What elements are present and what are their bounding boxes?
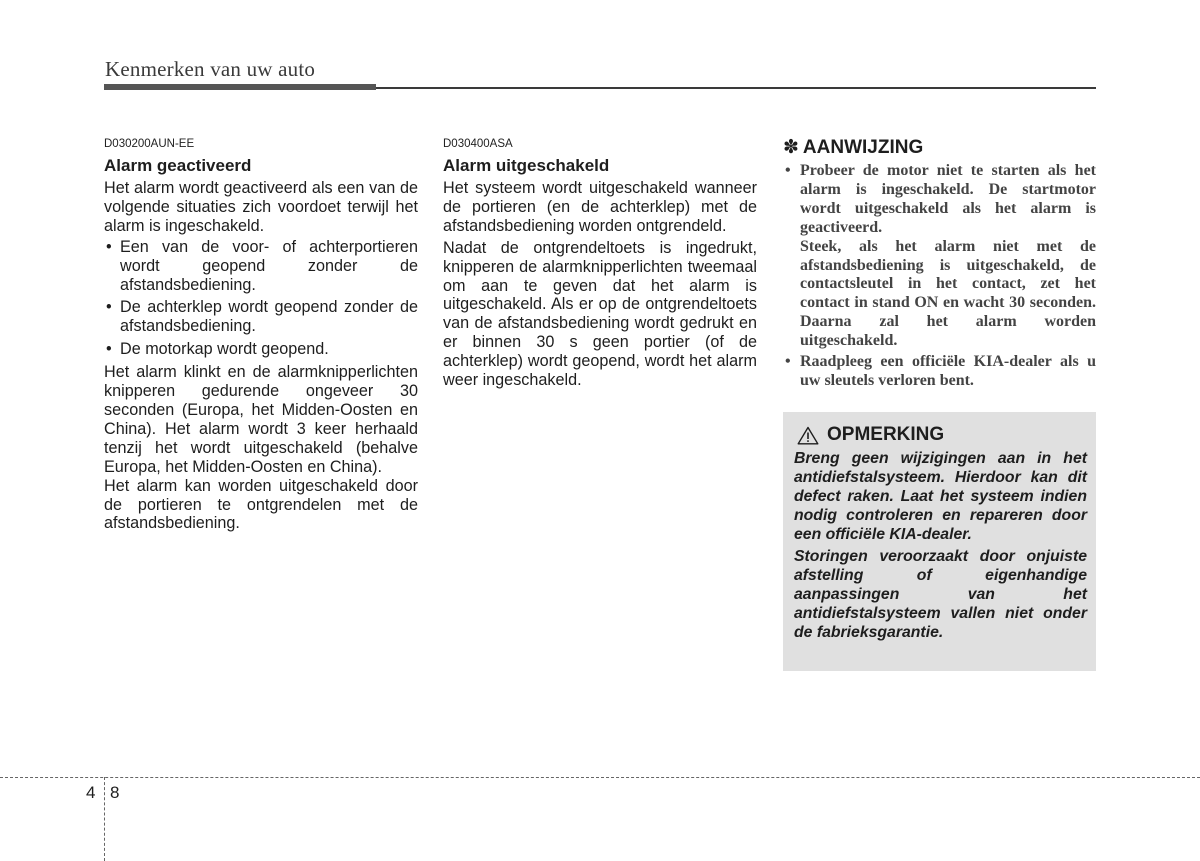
trigger-list: [104, 238, 418, 359]
section-heading: Alarm uitgeschakeld: [443, 156, 610, 175]
note-title-text: AANWIJZING: [802, 137, 924, 158]
column-alarm-activated: [104, 137, 418, 533]
paragraph: Het systeem wordt uitgeschakeld wanneer de portieren (en de achterklep) met de afstandsbediening worden ontgrendeld.: [443, 179, 757, 235]
caution-body: [794, 449, 1087, 645]
column-alarm-deactivated: [443, 137, 757, 390]
section-title: Kenmerken van uw auto: [105, 57, 316, 81]
header-rule-accent: [104, 84, 376, 90]
warning-triangle-icon: [797, 426, 819, 445]
caution-title: [797, 423, 944, 447]
section-code: D030400ASA: [443, 138, 513, 150]
paragraph: Nadat de ontgrendeltoets is ingedrukt, knipperen de alarmknipperlichten tweemaal om aan te geven dat het alarm is uitgeschakeld. Als er op de ontgrendeltoets van de afstandsbediening wordt gedrukt en er binnen 30 s geen portier (of de achterklep) wordt geopend, wordt het alarm weer ingeschakeld.: [443, 238, 757, 390]
page-number: 8: [110, 783, 120, 802]
list-item: • De achterklep wordt geopend zonder de afstandsbediening.: [104, 298, 418, 336]
section-heading: Alarm geactiveerd: [104, 156, 252, 175]
note-body: [783, 162, 1096, 391]
footer-rule: [0, 777, 1200, 778]
list-item: • De motorkap wordt geopend.: [104, 340, 418, 359]
caution-box: [783, 412, 1096, 671]
note-box: [783, 136, 1096, 393]
footer-divider: [104, 777, 105, 861]
note-text: • Probeer de motor niet te starten als het alarm is ingeschakeld. De startmotor wordt uitgeschakeld als het alarm is geactiveerd.: [800, 162, 1096, 236]
paragraph: Het alarm wordt geactiveerd als een van de volgende situaties zich voordoet terwijl het alarm is ingeschakeld.: [104, 179, 418, 235]
asterisk-icon: ✽: [783, 137, 799, 158]
caution-text: Breng geen wijzigingen aan in het antidiefstalsysteem. Hierdoor kan dit defect raken. Laat het systeem indien nodig controleren en repareren door een officiële KIA-dealer.: [794, 450, 1087, 543]
note-text: • Raadpleeg een officiële KIA-dealer als u uw sleutels verloren bent.: [800, 353, 1096, 389]
caution-title-text: OPMERKING: [827, 424, 945, 445]
paragraph: Het alarm kan worden uitgeschakeld door de portieren te ontgrendelen met de afstandsbediening.: [104, 476, 418, 533]
note-item: [783, 353, 1096, 391]
note-text: Steek, als het alarm niet met de afstandsbediening is uitgeschakeld, de contactsleutel in het contact, zet het contact in stand ON en wacht 30 seconden. Daarna zal het alarm worden uitgeschakeld.: [800, 237, 1096, 350]
note-item: [783, 162, 1096, 351]
paragraph: Het alarm klinkt en de alarmknipperlichten knipperen gedurende ongeveer 30 seconden (Europa, het Midden-Oosten en China). Het alarm wordt 3 keer herhaald tenzij het wordt uitgeschakeld (behalve Europa, het Midden-Oosten en China).: [104, 363, 418, 476]
list-item: • Een van de voor- of achterportieren wordt geopend zonder de afstandsbediening.: [104, 238, 418, 295]
section-code: D030200AUN-EE: [104, 138, 195, 150]
caution-text: Storingen veroorzaakt door onjuiste afstelling of eigenhandige aanpassingen van het antidiefstalsysteem vallen niet onder de fabrieksgarantie.: [794, 548, 1087, 641]
note-title: [783, 136, 1096, 160]
chapter-number: 4: [86, 783, 96, 802]
